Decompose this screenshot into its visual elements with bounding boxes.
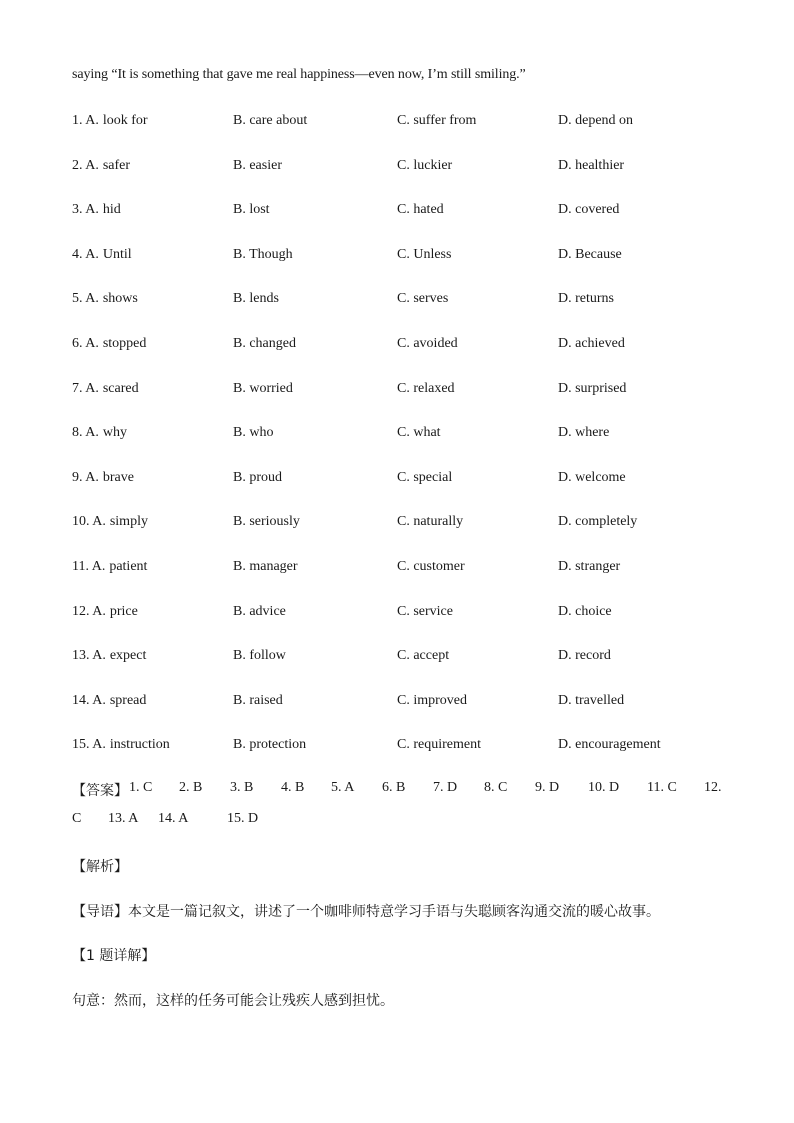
- option-b: B. proud: [233, 469, 282, 485]
- option-c: C. Unless: [397, 246, 452, 262]
- option-a: [72, 737, 170, 753]
- option-d: D. covered: [558, 202, 620, 218]
- option-c: C. what: [397, 425, 441, 441]
- answer-item: 4. B: [281, 780, 305, 795]
- option-a: [72, 425, 127, 441]
- option-a-text: look for: [102, 113, 148, 128]
- option-c: C. improved: [397, 692, 467, 708]
- option-c: C. requirement: [397, 737, 481, 753]
- question-number: 2. A.: [72, 157, 99, 173]
- answer-item: 15. D: [227, 811, 259, 826]
- option-b: B. Though: [233, 246, 293, 262]
- answer-item: 11. C: [647, 780, 677, 795]
- answer-item: 2. B: [179, 780, 203, 795]
- option-b: B. follow: [233, 648, 286, 664]
- option-c: C. relaxed: [397, 380, 455, 396]
- option-d: D. depend on: [558, 113, 634, 128]
- option-c: C. hated: [397, 202, 444, 218]
- option-a: [72, 158, 130, 174]
- option-b: B. seriously: [233, 514, 300, 530]
- option-d: D. where: [558, 425, 610, 441]
- option-a-text: shows: [102, 291, 138, 307]
- option-d: D. achieved: [558, 336, 625, 351]
- guide-paragraph: 【导语】本文是一篇记叙文，讲述了一个咖啡师特意学习手语与失聪顾客沟通交流的暖心故事。: [72, 904, 660, 920]
- answer-item: 9. D: [535, 780, 560, 795]
- option-a-text: brave: [102, 469, 134, 485]
- option-c: C. serves: [397, 291, 449, 307]
- option-b: B. manager: [233, 559, 298, 574]
- option-a: [72, 514, 148, 530]
- option-a-text: Until: [102, 246, 132, 262]
- question-number: 4. A.: [72, 246, 99, 262]
- option-d: D. choice: [558, 603, 612, 619]
- option-a-text: expect: [109, 648, 147, 664]
- option-a: [72, 559, 147, 575]
- option-b: B. easier: [233, 157, 282, 173]
- option-a: [72, 470, 134, 486]
- option-a-text: scared: [102, 380, 139, 396]
- option-a-text: spread: [109, 692, 147, 708]
- option-a: [72, 648, 146, 664]
- option-c: C. suffer from: [397, 113, 477, 128]
- option-a: [72, 113, 148, 129]
- answer-label: 【答案】: [72, 783, 128, 799]
- answer-line-2: [72, 811, 724, 831]
- option-b: B. worried: [233, 380, 293, 396]
- question-number: 14. A.: [72, 692, 106, 708]
- option-b: B. lends: [233, 291, 279, 307]
- question-number: 15. A.: [72, 737, 106, 753]
- option-d: D. record: [558, 648, 611, 664]
- question-number: 12. A.: [72, 603, 106, 619]
- option-c: C. customer: [397, 559, 465, 574]
- option-d: D. returns: [558, 291, 614, 307]
- option-a: [72, 381, 139, 397]
- option-d: D. encouragement: [558, 737, 661, 753]
- option-a: [72, 291, 138, 307]
- option-a: [72, 604, 138, 620]
- answer-item: 5. A: [331, 780, 355, 795]
- option-c: C. naturally: [397, 514, 464, 530]
- option-d: D. stranger: [558, 559, 621, 574]
- answer-item: 10. D: [588, 780, 620, 795]
- question-number: 10. A.: [72, 514, 106, 530]
- option-b: B. changed: [233, 336, 296, 351]
- question-1-detail-heading: 【1 题详解】: [72, 948, 156, 964]
- sentence-meaning: 句意：然而，这样的任务可能会让残疾人感到担忧。: [72, 993, 394, 1009]
- option-c: C. special: [397, 469, 453, 485]
- question-number: 1. A.: [72, 113, 99, 128]
- option-a-text: patient: [109, 559, 148, 574]
- option-d: D. healthier: [558, 157, 625, 173]
- option-a: [72, 693, 146, 709]
- answer-item: 1. C: [129, 780, 153, 795]
- question-number: 13. A.: [72, 648, 106, 664]
- option-c: C. luckier: [397, 157, 453, 173]
- answer-item: C: [72, 811, 82, 826]
- option-b: B. lost: [233, 202, 270, 218]
- question-number: 3. A.: [72, 202, 99, 218]
- answer-line-1: [72, 780, 724, 800]
- answer-item: 12.: [704, 780, 722, 795]
- question-number: 8. A.: [72, 425, 99, 441]
- question-number: 9. A.: [72, 469, 99, 485]
- question-number: 5. A.: [72, 291, 99, 307]
- option-a-text: stopped: [102, 336, 147, 351]
- passage-closing-line: saying “It is something that gave me real happiness—even now, I’m still smiling.”: [72, 67, 526, 82]
- option-b: B. protection: [233, 737, 307, 753]
- option-b: B. who: [233, 425, 274, 441]
- option-d: D. welcome: [558, 469, 626, 485]
- answer-key: [72, 780, 724, 831]
- answer-item: 14. A: [158, 811, 189, 826]
- option-a-text: instruction: [109, 737, 170, 753]
- question-number: 11. A.: [72, 559, 106, 574]
- option-a: [72, 202, 121, 218]
- option-a: [72, 247, 132, 263]
- option-a-text: why: [102, 425, 127, 441]
- option-a: [72, 336, 146, 352]
- option-d: D. travelled: [558, 692, 625, 708]
- option-d: D. completely: [558, 514, 638, 530]
- option-b: B. raised: [233, 692, 283, 708]
- option-c: C. avoided: [397, 336, 458, 351]
- option-c: C. service: [397, 603, 453, 619]
- option-a-text: simply: [109, 514, 148, 530]
- question-number: 6. A.: [72, 336, 99, 351]
- answer-item: 8. C: [484, 780, 508, 795]
- option-a-text: safer: [102, 157, 131, 173]
- option-a-text: hid: [102, 202, 121, 218]
- option-c: C. accept: [397, 648, 450, 664]
- analysis-heading: 【解析】: [72, 859, 128, 875]
- answer-item: 7. D: [433, 780, 458, 795]
- question-number: 7. A.: [72, 380, 99, 396]
- answer-item: 13. A: [108, 811, 139, 826]
- answer-item: 6. B: [382, 780, 406, 795]
- option-a-text: price: [109, 603, 138, 619]
- option-b: B. care about: [233, 113, 308, 128]
- option-d: D. surprised: [558, 380, 627, 396]
- answer-item: 3. B: [230, 780, 254, 795]
- option-b: B. advice: [233, 603, 286, 619]
- option-d: D. Because: [558, 246, 622, 262]
